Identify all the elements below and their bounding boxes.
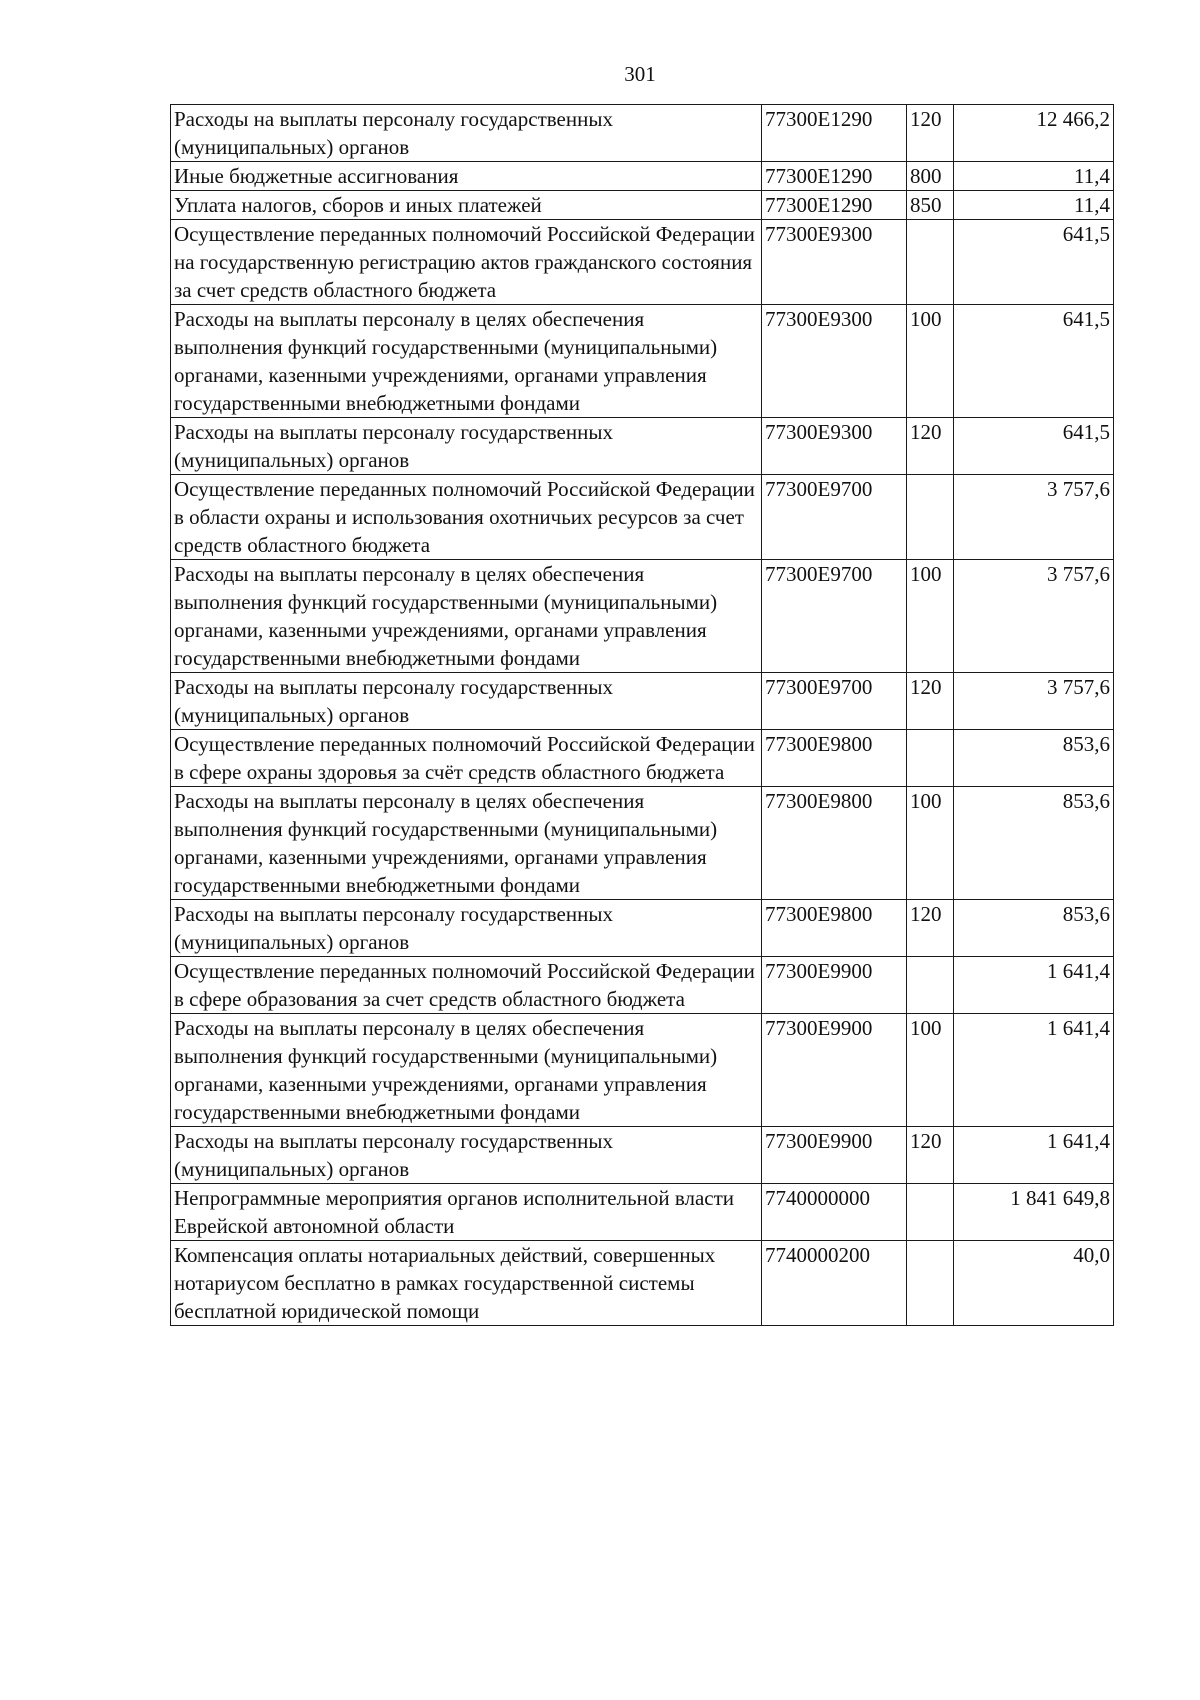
expense-type-cell: 120: [907, 1127, 954, 1184]
amount-cell: 3 757,6: [954, 673, 1114, 730]
amount-cell: 641,5: [954, 418, 1114, 475]
expense-type-cell: 100: [907, 305, 954, 418]
amount-cell: 641,5: [954, 220, 1114, 305]
amount-cell: 1 641,4: [954, 1127, 1114, 1184]
amount-cell: 3 757,6: [954, 475, 1114, 560]
expense-name-cell: Расходы на выплаты персоналу в целях обеспечения выполнения функций государственными (муниципальными) органами, казенными учреждениями, органами управления государственными внебюджетными фондами: [171, 787, 762, 900]
amount-cell: 1 641,4: [954, 957, 1114, 1014]
target-code-cell: 7740000000: [762, 1184, 907, 1241]
expense-name-cell: Расходы на выплаты персоналу в целях обеспечения выполнения функций государственными (муниципальными) органами, казенными учреждениями, органами управления государственными внебюджетными фондами: [171, 560, 762, 673]
amount-cell: 1 641,4: [954, 1014, 1114, 1127]
target-code-cell: 77300E9900: [762, 1014, 907, 1127]
expense-type-cell: 800: [907, 162, 954, 191]
target-code-cell: 77300E9700: [762, 673, 907, 730]
table-row: [171, 900, 1114, 957]
expense-type-cell: [907, 730, 954, 787]
target-code-cell: 77300E9800: [762, 900, 907, 957]
expense-name-cell: Осуществление переданных полномочий Российской Федерации в сфере охраны здоровья за счёт средств областного бюджета: [171, 730, 762, 787]
table-row: [171, 560, 1114, 673]
amount-cell: 3 757,6: [954, 560, 1114, 673]
amount-cell: 853,6: [954, 730, 1114, 787]
expense-name-cell: Осуществление переданных полномочий Российской Федерации в области охраны и использования охотничьих ресурсов за счет средств областного бюджета: [171, 475, 762, 560]
expense-name-cell: Расходы на выплаты персоналу государственных (муниципальных) органов: [171, 418, 762, 475]
expense-type-cell: 850: [907, 191, 954, 220]
expense-type-cell: 120: [907, 900, 954, 957]
table-row: [171, 1127, 1114, 1184]
expense-type-cell: [907, 475, 954, 560]
target-code-cell: 77300E9300: [762, 220, 907, 305]
expense-type-cell: [907, 1184, 954, 1241]
expense-name-cell: Расходы на выплаты персоналу государственных (муниципальных) органов: [171, 900, 762, 957]
table-row: [171, 418, 1114, 475]
expense-name-cell: Расходы на выплаты персоналу государственных (муниципальных) органов: [171, 1127, 762, 1184]
target-code-cell: 77300E9900: [762, 1127, 907, 1184]
table-row: [171, 1241, 1114, 1326]
expense-type-cell: 120: [907, 105, 954, 162]
expense-name-cell: Расходы на выплаты персоналу в целях обеспечения выполнения функций государственными (муниципальными) органами, казенными учреждениями, органами управления государственными внебюджетными фондами: [171, 305, 762, 418]
expense-type-cell: 100: [907, 787, 954, 900]
target-code-cell: 77300E1290: [762, 162, 907, 191]
table-row: [171, 730, 1114, 787]
amount-cell: 853,6: [954, 787, 1114, 900]
target-code-cell: 77300E9300: [762, 305, 907, 418]
page-number: 301: [624, 62, 656, 86]
expense-type-cell: 120: [907, 418, 954, 475]
table-row: [171, 305, 1114, 418]
expense-type-cell: 100: [907, 560, 954, 673]
table-row: [171, 105, 1114, 162]
amount-cell: 1 841 649,8: [954, 1184, 1114, 1241]
table-row: [171, 957, 1114, 1014]
target-code-cell: 7740000200: [762, 1241, 907, 1326]
expense-name-cell: Расходы на выплаты персоналу государственных (муниципальных) органов: [171, 105, 762, 162]
target-code-cell: 77300E9800: [762, 730, 907, 787]
amount-cell: 853,6: [954, 900, 1114, 957]
target-code-cell: 77300E9800: [762, 787, 907, 900]
amount-cell: 40,0: [954, 1241, 1114, 1326]
amount-cell: 11,4: [954, 162, 1114, 191]
amount-cell: 11,4: [954, 191, 1114, 220]
expense-type-cell: 120: [907, 673, 954, 730]
target-code-cell: 77300E9700: [762, 560, 907, 673]
table-row: [171, 191, 1114, 220]
expense-name-cell: Иные бюджетные ассигнования: [171, 162, 762, 191]
expense-type-cell: 100: [907, 1014, 954, 1127]
expense-type-cell: [907, 220, 954, 305]
table-row: [171, 1014, 1114, 1127]
expense-name-cell: Компенсация оплаты нотариальных действий, совершенных нотариусом бесплатно в рамках государственной системы бесплатной юридической помощи: [171, 1241, 762, 1326]
target-code-cell: 77300E9300: [762, 418, 907, 475]
expense-name-cell: Расходы на выплаты персоналу государственных (муниципальных) органов: [171, 673, 762, 730]
target-code-cell: 77300E1290: [762, 105, 907, 162]
budget-table: [170, 104, 1114, 1326]
table-row: [171, 475, 1114, 560]
table-row: [171, 673, 1114, 730]
expense-name-cell: Уплата налогов, сборов и иных платежей: [171, 191, 762, 220]
target-code-cell: 77300E9700: [762, 475, 907, 560]
expense-name-cell: Осуществление переданных полномочий Российской Федерации в сфере образования за счет средств областного бюджета: [171, 957, 762, 1014]
amount-cell: 12 466,2: [954, 105, 1114, 162]
expense-type-cell: [907, 957, 954, 1014]
expense-name-cell: Непрограммные мероприятия органов исполнительной власти Еврейской автономной области: [171, 1184, 762, 1241]
expense-name-cell: Расходы на выплаты персоналу в целях обеспечения выполнения функций государственными (муниципальными) органами, казенными учреждениями, органами управления государственными внебюджетными фондами: [171, 1014, 762, 1127]
table-row: [171, 220, 1114, 305]
expense-type-cell: [907, 1241, 954, 1326]
table-row: [171, 1184, 1114, 1241]
expense-name-cell: Осуществление переданных полномочий Российской Федерации на государственную регистрацию актов гражданского состояния за счет средств областного бюджета: [171, 220, 762, 305]
table-row: [171, 787, 1114, 900]
table-row: [171, 162, 1114, 191]
target-code-cell: 77300E1290: [762, 191, 907, 220]
target-code-cell: 77300E9900: [762, 957, 907, 1014]
amount-cell: 641,5: [954, 305, 1114, 418]
